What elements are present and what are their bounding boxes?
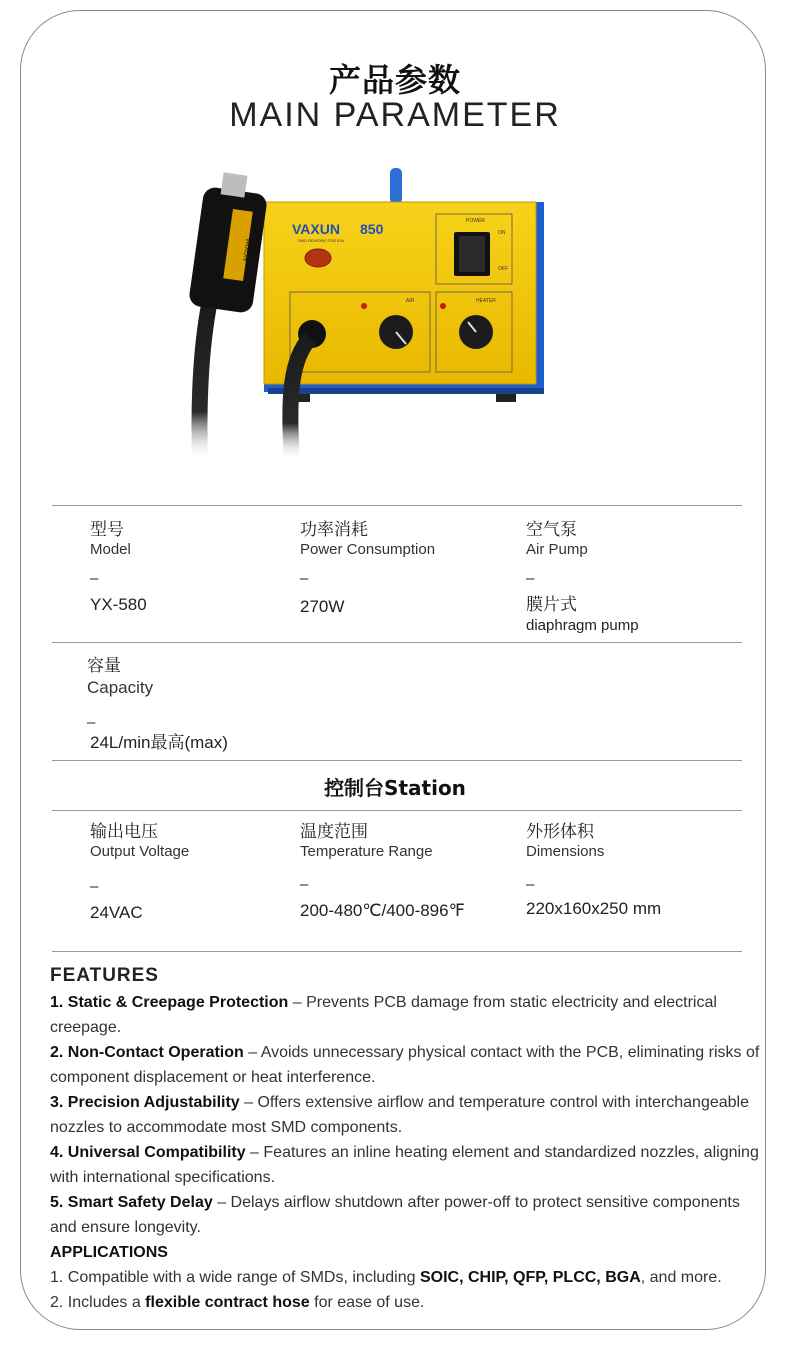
svg-text:SMD REWORK STATION: SMD REWORK STATION	[298, 238, 344, 243]
features-section	[50, 962, 768, 1315]
svg-text:OFF: OFF	[498, 266, 508, 272]
feature-item: 1. Static & Creepage Protection – Prevents PCB damage from static electricity and electrical creepage.	[50, 994, 717, 1036]
application-item: 1. Compatible with a wide range of SMDs, including SOIC, CHIP, QFP, PLCC, BGA, and more.	[50, 1269, 722, 1286]
feature-item: 4. Universal Compatibility – Features an inline heating element and standardized nozzles, aligning with international specifications.	[50, 1144, 759, 1186]
param-dimensions: 外形体积 Dimensions – 220x160x250 mm	[526, 822, 662, 918]
application-item: 2. Includes a flexible contract hose for ease of use.	[50, 1294, 425, 1311]
param-model: 型号 Model – YX-580	[90, 520, 147, 614]
product-image	[180, 160, 560, 460]
brand-text: VAXUN	[292, 221, 340, 237]
divider	[52, 760, 742, 761]
svg-text:AIR: AIR	[406, 298, 415, 304]
handle-stand	[390, 168, 402, 204]
applications-heading: APPLICATIONS	[50, 1244, 168, 1261]
param-capacity: 容量 Capacity – 24L/min最高(max)	[87, 656, 228, 752]
feature-item: 3. Precision Adjustability – Offers extensive airflow and temperature control with interchangeable nozzles to accommodate most SMD components.	[50, 1094, 749, 1136]
divider	[52, 810, 742, 811]
page-title-cn: 产品参数	[328, 61, 461, 99]
param-air-pump: 空气泵 Air Pump – 膜片式 diaphragm pump	[526, 520, 639, 634]
svg-text:HEATER: HEATER	[476, 298, 496, 304]
svg-text:POWER: POWER	[466, 218, 485, 224]
divider	[52, 642, 742, 643]
divider	[52, 505, 742, 506]
feature-item: 2. Non-Contact Operation – Avoids unnecessary physical contact with the PCB, eliminating risks of component displacement or heat interference.	[50, 1044, 760, 1086]
features-heading: FEATURES	[50, 965, 159, 986]
param-output-voltage: 输出电压 Output Voltage – 24VAC	[90, 822, 190, 922]
param-power: 功率消耗 Power Consumption – 270W	[300, 520, 436, 616]
section-title-station: 控制台Station	[324, 776, 466, 800]
divider	[52, 951, 742, 952]
page-title-en: MAIN PARAMETER	[229, 96, 561, 134]
svg-text:ON: ON	[498, 230, 506, 236]
model-text: 850	[360, 221, 384, 237]
svg-text:VAXUN: VAXUN	[241, 237, 252, 262]
param-temperature-range: 温度范围 Temperature Range – 200-480℃/400-896℉	[300, 822, 465, 920]
feature-item: 5. Smart Safety Delay – Delays airflow shutdown after power-off to protect sensitive components and ensure longevity.	[50, 1194, 740, 1236]
